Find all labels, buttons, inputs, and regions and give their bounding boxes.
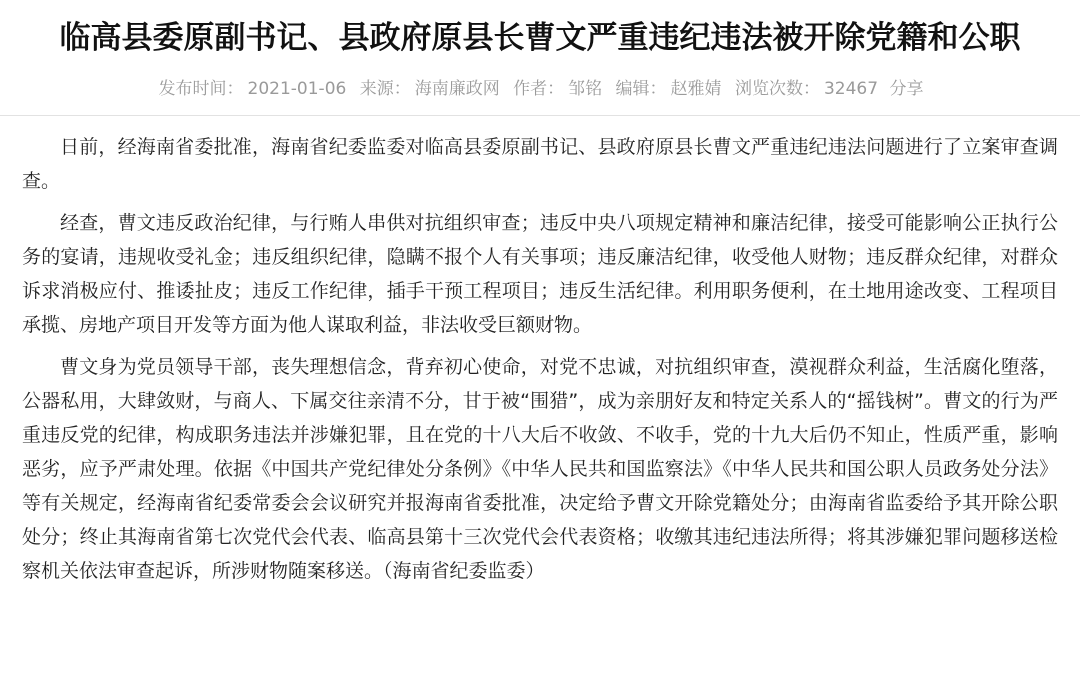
view-count <box>733 79 880 99</box>
paragraph-1: 日前，经海南省委批准，海南省纪委监委对临高县委原副书记、县政府原县长曹文严重违纪违法问题进行了立案审查调查。 <box>22 136 1058 192</box>
view-count-label: 浏览次数： <box>734 79 820 99</box>
author-label: 作者： <box>513 79 565 99</box>
share-link[interactable]: 分享 <box>889 79 924 99</box>
editor <box>614 79 724 99</box>
publish-time-value: 2021-01-06 <box>247 79 347 99</box>
editor-value: 赵雅婧 <box>670 79 722 99</box>
author-value: 邹铭 <box>568 79 603 99</box>
source <box>358 79 502 99</box>
editor-label: 编辑： <box>615 79 667 99</box>
paragraph-2: 经查，曹文违反政治纪律，与行贿人串供对抗组织审查；违反中央八项规定精神和廉洁纪律，接受可能影响公正执行公务的宴请，违规收受礼金；违反组织纪律，隐瞒不报个人有关事项；违反廉洁纪律，收受他人财物；违反群众纪律，对群众诉求消极应付、推诿扯皮；违反工作纪律，插手干预工程项目；违反生活纪律。利用职务便利，在土地用途改变、工程项目承揽、房地产项目开发等方面为他人谋取利益，非法收受巨额财物。 <box>22 212 1058 336</box>
article-body <box>0 116 1080 588</box>
article-meta <box>0 78 1080 100</box>
source-value: 海南廉政网 <box>414 79 500 99</box>
source-label: 来源： <box>359 79 411 99</box>
view-count-value: 32467 <box>823 79 879 99</box>
publish-time <box>157 79 349 99</box>
publish-time-label: 发布时间： <box>158 79 244 99</box>
article-title: 临高县委原副书记、县政府原县长曹文严重违纪违法被开除党籍和公职 <box>59 20 1021 56</box>
author <box>511 79 604 99</box>
paragraph-3: 曹文身为党员领导干部，丧失理想信念，背弃初心使命，对党不忠诚，对抗组织审查，漠视群众利益，生活腐化堕落，公器私用，大肆敛财，与商人、下属交往亲清不分，甘于被“围猎”，成为亲朋好友和特定关系人的“摇钱树”。曹文的行为严重违反党的纪律，构成职务违法并涉嫌犯罪，且在党的十八大后不收敛、不收手，党的十九大后仍不知止，性质严重，影响恶劣，应予严肃处理。依据《中国共产党纪律处分条例》《中华人民共和国监察法》《中华人民共和国公职人员政务处分法》等有关规定，经海南省纪委常委会会议研究并报海南省委批准，决定给予曹文开除党籍处分；由海南省监委给予其开除公职处分；终止其海南省第七次党代会代表、临高县第十三次党代会代表资格；收缴其违纪违法所得；将其涉嫌犯罪问题移送检察机关依法审查起诉，所涉财物随案移送。（海南省纪委监委） <box>22 356 1058 582</box>
